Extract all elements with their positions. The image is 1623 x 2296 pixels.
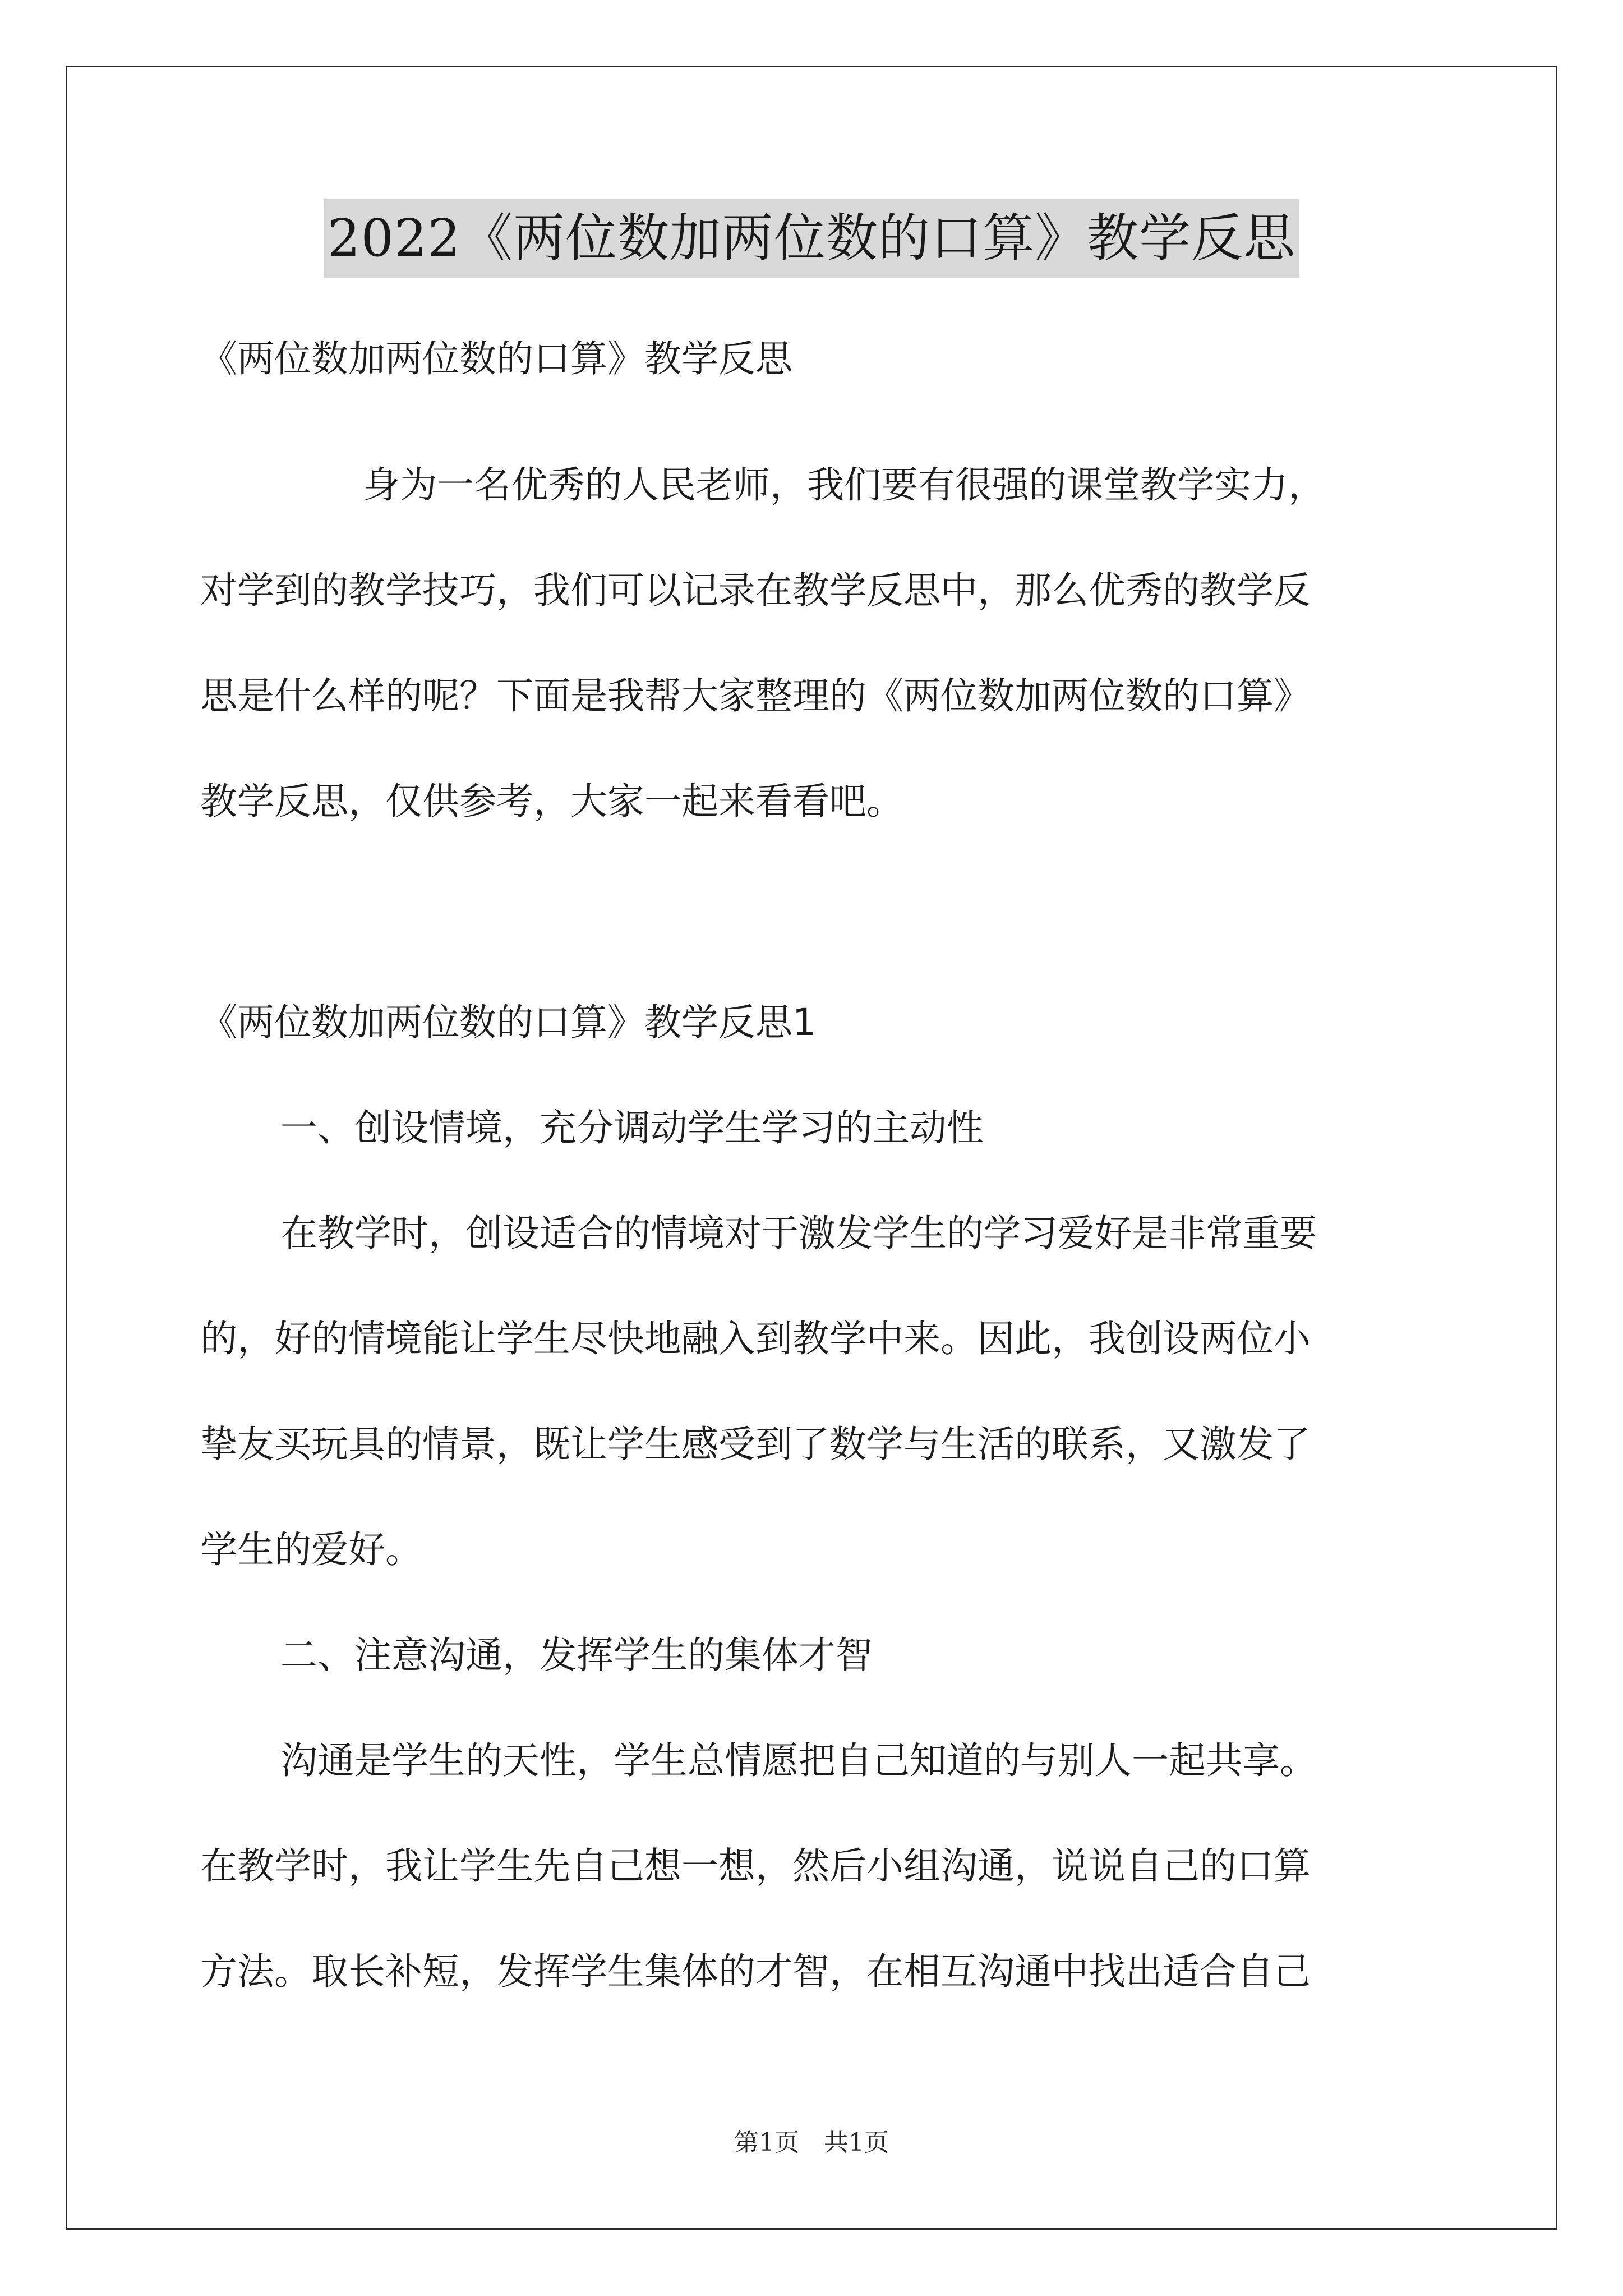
body-line: 挚友买玩具的情景，既让学生感受到了数学与生活的联系，又激发了	[200, 1423, 1311, 1466]
intro-line: 对学到的教学技巧，我们可以记录在教学反思中，那么优秀的教学反	[200, 569, 1311, 612]
title-container	[0, 199, 1623, 278]
intro-line: 身为一名优秀的人民老师，我们要有很强的课堂教学实力，	[363, 463, 1325, 507]
point-heading: 一、创设情境，充分调动学生学习的主动性	[280, 1106, 984, 1149]
intro-line: 教学反思，仅供参考，大家一起来看看吧。	[200, 780, 903, 823]
body-line: 方法。取长补短，发挥学生集体的才智，在相互沟通中找出适合自己	[200, 1950, 1311, 1993]
body-line: 学生的爱好。	[200, 1528, 422, 1571]
body-line: 在教学时，我让学生先自己想一想，然后小组沟通，说说自己的口算	[200, 1844, 1311, 1888]
body-line: 在教学时，创设适合的情境对于激发学生的学习爱好是非常重要	[280, 1212, 1317, 1255]
page-footer: 第1页 共1页	[734, 2128, 889, 2157]
point-heading: 二、注意沟通，发挥学生的集体才智	[280, 1634, 873, 1677]
section-heading: 《两位数加两位数的口算》教学反思1	[200, 1001, 816, 1044]
document-title: 2022《两位数加两位数的口算》教学反思	[324, 199, 1299, 278]
intro-line: 思是什么样的呢？下面是我帮大家整理的《两位数加两位数的口算》	[200, 674, 1311, 717]
document-subtitle: 《两位数加两位数的口算》教学反思	[200, 337, 792, 380]
body-line: 的，好的情境能让学生尽快地融入到教学中来。因此，我创设两位小	[200, 1317, 1311, 1360]
body-line: 沟通是学生的天性，学生总情愿把自己知道的与别人一起共享。	[280, 1739, 1317, 1782]
